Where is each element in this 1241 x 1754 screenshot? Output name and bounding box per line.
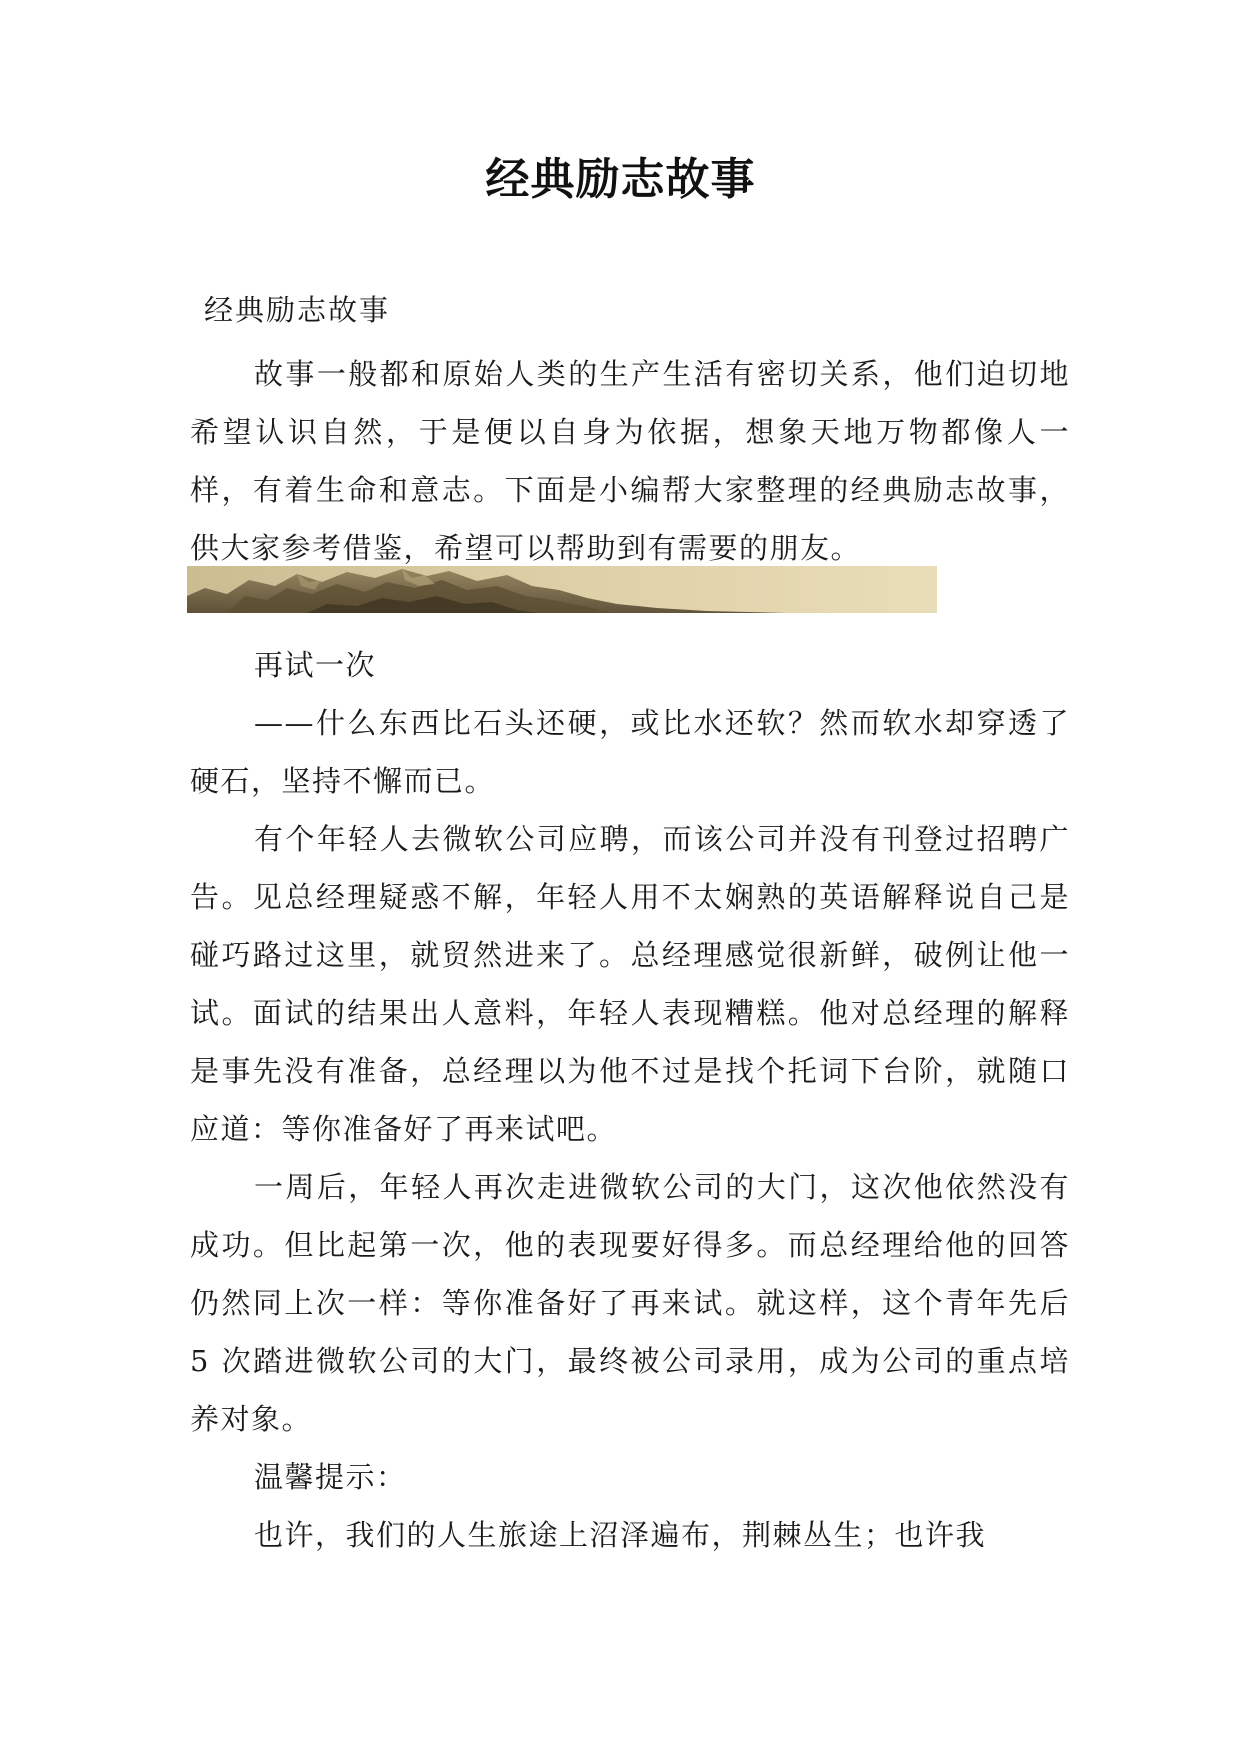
document-subtitle: 经典励志故事 — [204, 293, 391, 327]
story-heading: 再试一次 — [254, 648, 377, 682]
story-section — [190, 636, 1070, 1564]
intro-paragraph: 故事一般都和原始人类的生产生活有密切关系，他们迫切地希望认识自然，于是便以自身为依据，想象天地万物都像人一样，有着生命和意志。下面是小编帮大家整理的经典励志故事，供大家参考借鉴，希望可以帮助到有需要的朋友。 — [190, 357, 1070, 565]
mountain-rock-photo — [187, 566, 937, 613]
intro-section — [190, 345, 1070, 577]
page-title: 经典励志故事 — [485, 154, 756, 205]
story-quote: ——什么东西比石头还硬，或比水还软？然而软水却穿透了硬石，坚持不懈而已。 — [190, 706, 1070, 798]
tip-label: 温馨提示： — [254, 1460, 407, 1494]
story-paragraph: 一周后，年轻人再次走进微软公司的大门，这次他依然没有成功。但比起第一次，他的表现要好得多。而总经理给他的回答仍然同上次一样：等你准备好了再来试。就这样，这个青年先后 5 次踏进微软公司的大门，最终被公司录用，成为公司的重点培养对象。 — [190, 1170, 1070, 1436]
story-paragraph: 有个年轻人去微软公司应聘，而该公司并没有刊登过招聘广告。见总经理疑惑不解，年轻人用不太娴熟的英语解释说自己是碰巧路过这里，就贸然进来了。总经理感觉很新鲜，破例让他一试。面试的结果出人意料，年轻人表现糟糕。他对总经理的解释是事先没有准备，总经理以为他不过是找个托词下台阶，就随口应道：等你准备好了再来试吧。 — [190, 822, 1070, 1146]
tip-paragraph: 也许，我们的人生旅途上沼泽遍布，荆棘丛生；也许我 — [254, 1518, 987, 1552]
banner-image — [187, 566, 937, 613]
